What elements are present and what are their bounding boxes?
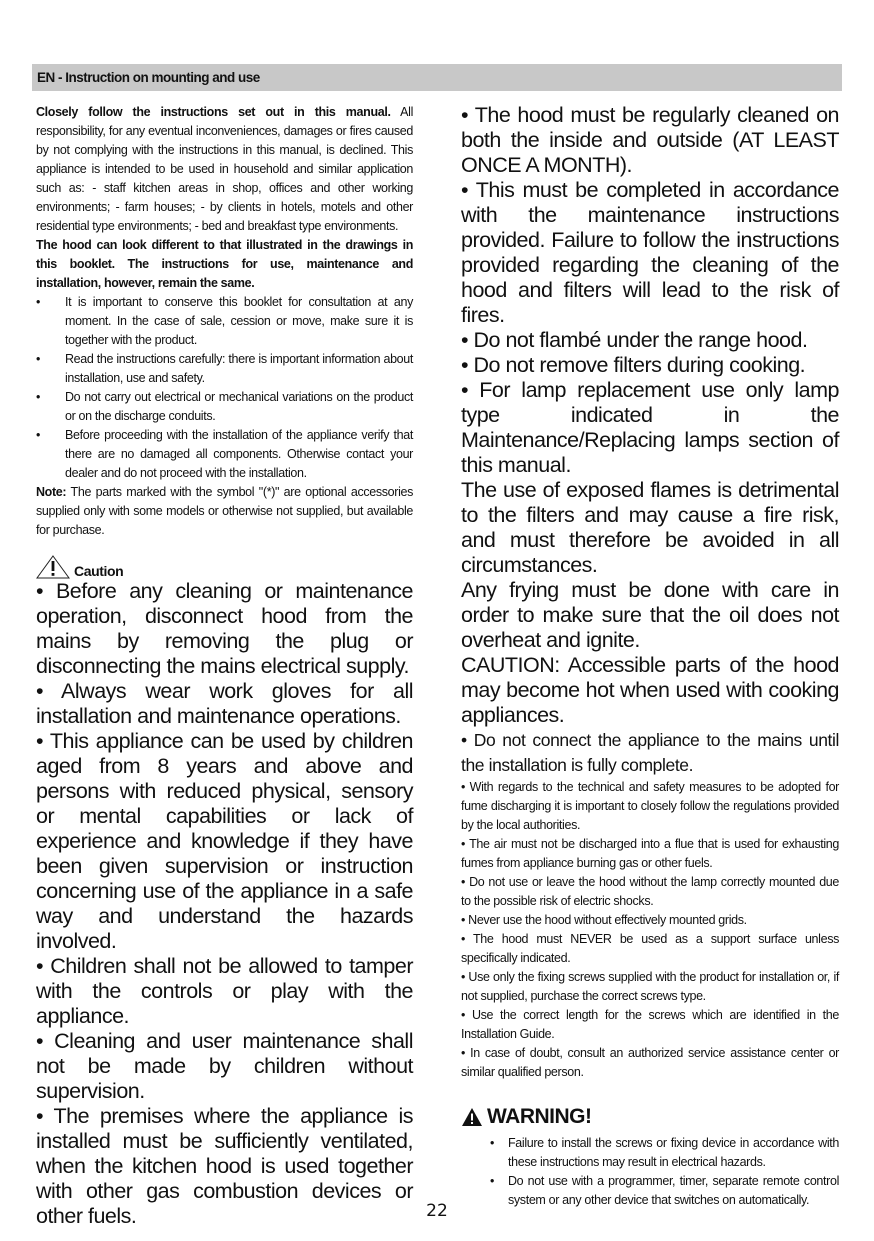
caution-item: • Cleaning and user maintenance shall not be made by children without supervision. [36,1029,413,1103]
caution-triangle-icon [36,555,70,579]
maintenance-item: • For lamp replacement use only lamp type indicated in the Maintenance/Replacing lamps section of this manual. [461,378,839,477]
list-item: • Do not carry out electrical or mechanical variations on the product or on the discharge conduits. [36,390,413,423]
warning-heading [461,1104,839,1130]
caution-item: • This appliance can be used by children aged from 8 years and above and persons with reduced physical, sensory or mental capabilities or lack of experience and knowledge if they have been given supervision or instruction concerning use of the appliance in a safe way and understand the hazards involved. [36,729,413,953]
warning-label: WARNING! [487,1105,592,1128]
warning-bullet-list [461,1134,839,1210]
safety-item: • The hood must NEVER be used as a support surface unless specifically indicated. [461,932,839,965]
intro-paragraph [36,103,413,236]
section-header-bar [32,64,842,91]
bullet-dot: • [490,1174,495,1188]
list-item: • Read the instructions carefully: there is important information about installation, use and safety. [36,352,413,385]
note-text: The parts marked with the symbol "(*)" are optional accessories supplied only with some models or otherwise not supplied, but available for purchase. [36,485,413,537]
bullet-dot: • [36,295,41,309]
intro-bold-text: Closely follow the instructions set out in this manual. [36,105,391,119]
note-label: Note: [36,485,67,499]
warning-triangle-icon [461,1107,483,1127]
bullet-dot: • [36,428,41,442]
safety-item: • Use only the fixing screws supplied with the product for installation or, if not supplied, purchase the correct screws type. [461,970,839,1003]
maintenance-item: Any frying must be done with care in order to make sure that the oil does not overheat and ignite. [461,578,839,652]
right-column [461,103,839,1210]
caution-heading [36,553,413,579]
bullet-dot: • [36,352,41,366]
hood-appearance-note: The hood can look different to that illustrated in the drawings in this booklet. The instructions for use, maintenance and installation, however, remain the same. [36,238,413,290]
maintenance-item: • Do not remove filters during cooking. [461,353,806,377]
list-item: • Failure to install the screws or fixing device in accordance with these instructions may result in electrical hazards. [490,1136,839,1169]
maintenance-item: The use of exposed flames is detrimental to the filters and may cause a fire risk, and must therefore be avoided in all circumstances. [461,478,839,577]
maintenance-item: • The hood must be regularly cleaned on both the inside and outside (AT LEAST ONCE A MONTH). [461,103,839,177]
maintenance-item: CAUTION: Accessible parts of the hood may become hot when used with cooking appliances. [461,653,839,727]
intro-text: All responsibility, for any eventual inconveniences, damages or fires caused by not complying with the instructions in this manual, is declined. This appliance is intended to be used in household and similar application such as: - staff kitchen areas in shop, offices and other working environments; - farm houses; - by clients in hotels, motels and other residential type environments; - bed and breakfast type environments. [36,105,413,233]
maintenance-item: • Do not flambé under the range hood. [461,328,808,352]
general-bullet-list [36,293,413,483]
caution-item: • Before any cleaning or maintenance operation, disconnect hood from the mains by removing the plug or disconnecting the mains electrical supply. [36,579,413,678]
caution-item: • Always wear work gloves for all installation and maintenance operations. [36,679,413,728]
caution-item: • Children shall not be allowed to tamper with the controls or play with the appliance. [36,954,413,1028]
caution-item: • The premises where the appliance is installed must be sufficiently ventilated, when the kitchen hood is used together with other gas combustion devices or other fuels. [36,1104,413,1228]
list-item: • It is important to conserve this booklet for consultation at any moment. In the case of sale, cession or move, make sure it is together with the product. [36,295,413,347]
list-item: • Do not use with a programmer, timer, separate remote control system or any other device that switches on automatically. [490,1174,839,1207]
safety-item: • Use the correct length for the screws which are identified in the Installation Guide. [461,1008,839,1041]
optional-parts-note [36,483,413,540]
safety-item: • Do not use or leave the hood without the lamp correctly mounted due to the possible risk of electric shocks. [461,875,839,908]
safety-item: • Never use the hood without effectively mounted grids. [461,913,747,927]
safety-item: • With regards to the technical and safety measures to be adopted for fume discharging it is important to closely follow the regulations provided by the local authorities. [461,780,839,832]
maintenance-item: • This must be completed in accordance with the maintenance instructions provided. Failure to follow the instructions provided regarding the cleaning of the hood and filters will lead to the risk of fires. [461,178,839,327]
bullet-dot: • [36,390,41,404]
list-item: • Before proceeding with the installation of the appliance verify that there are no damaged all components. Otherwise contact your dealer and do not proceed with the installation. [36,428,413,480]
safety-item: • In case of doubt, consult an authorized service assistance center or similar qualified person. [461,1046,839,1079]
mains-connection-item: • Do not connect the appliance to the mains until the installation is fully complete. [461,730,839,775]
left-column [36,103,413,1229]
section-title: EN - Instruction on mounting and use [37,70,260,85]
caution-label: Caution [74,563,124,579]
page-number: 22 [426,1201,448,1221]
safety-item: • The air must not be discharged into a flue that is used for exhausting fumes from appliance burning gas or other fuels. [461,837,839,870]
bullet-dot: • [490,1136,495,1150]
